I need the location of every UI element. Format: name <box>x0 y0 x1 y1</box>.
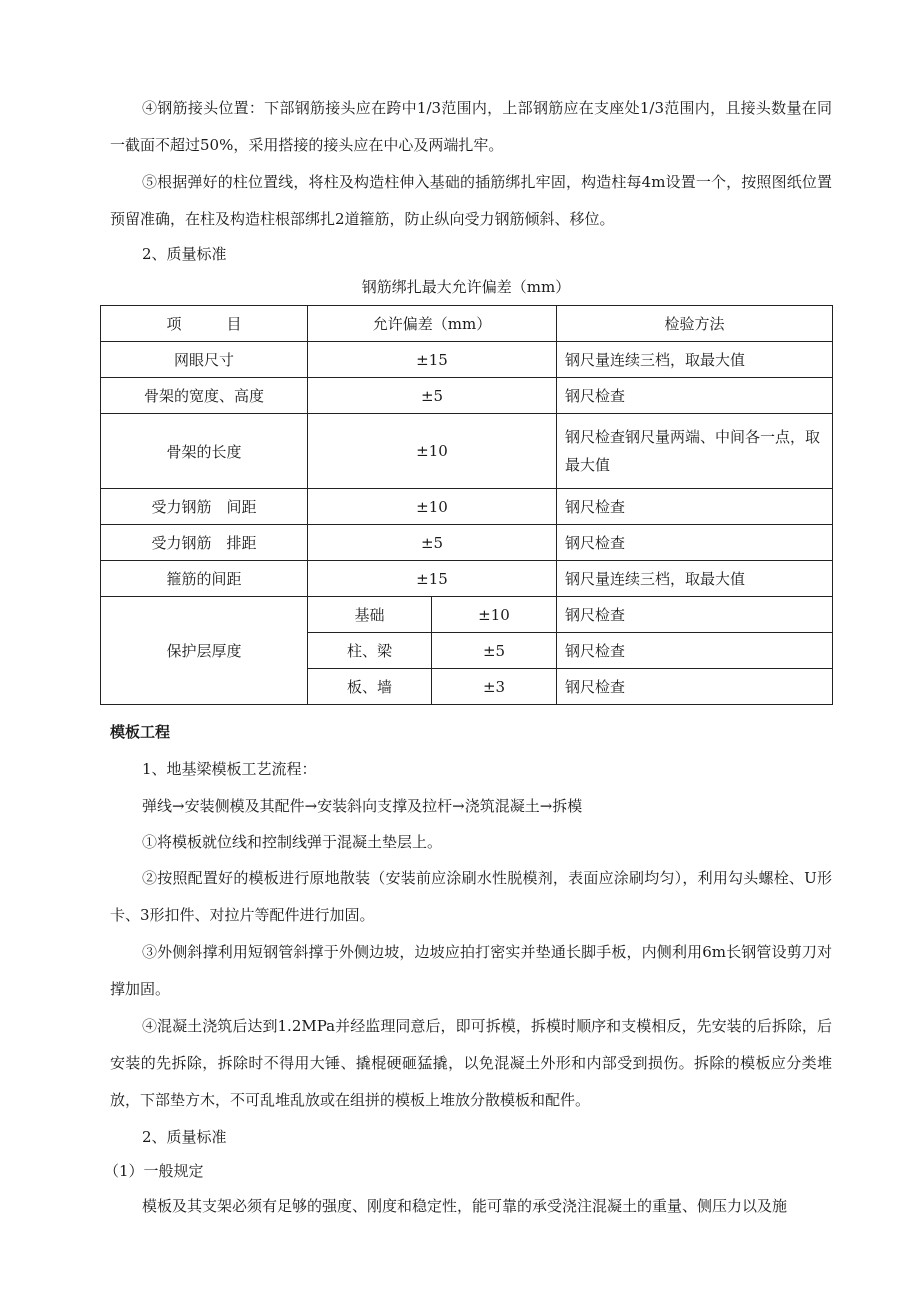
row-tolerance: ±15 <box>308 561 557 597</box>
row-item: 骨架的宽度、高度 <box>101 378 308 414</box>
table-row <box>101 414 833 489</box>
row-tolerance: ±10 <box>308 489 557 525</box>
formwork-flow: 弹线→安装侧模及其配件→安装斜向支撑及拉杆→浇筑混凝土→拆模 <box>142 797 583 815</box>
table-row <box>101 561 833 597</box>
cover-method: 钢尺检查 <box>557 669 833 705</box>
cover-part: 板、墙 <box>308 669 432 705</box>
row-tolerance: ±15 <box>308 342 557 378</box>
cover-tolerance: ±3 <box>432 669 557 705</box>
table-row <box>101 378 833 414</box>
cover-tolerance: ±5 <box>432 633 557 669</box>
row-item: 骨架的长度 <box>101 414 308 489</box>
header-item: 项 目 <box>101 306 308 342</box>
row-tolerance: ±5 <box>308 378 557 414</box>
formwork-general-text: 模板及其支架必须有足够的强度、刚度和稳定性，能可靠的承受浇注混凝土的重量、侧压力以及施 <box>142 1197 788 1215</box>
formwork-title: 模板工程 <box>110 723 171 741</box>
row-method: 钢尺检查钢尺量两端、中间各一点，取最大值 <box>557 414 833 489</box>
rebar-paragraph-5: ⑤根据弹好的柱位置线，将柱及构造柱伸入基础的插筋绑扎牢固，构造柱每4m设置一个，按照图纸位置预留准确，在柱及构造柱根部绑扎2道箍筋，防止纵向受力钢筋倾斜、移位。 <box>110 173 832 228</box>
table-row <box>101 489 833 525</box>
row-method: 钢尺量连续三档，取最大值 <box>557 561 833 597</box>
formwork-flow-heading: 1、地基梁模板工艺流程： <box>142 760 317 778</box>
row-method: 钢尺检查 <box>557 525 833 561</box>
row-tolerance: ±10 <box>308 414 557 489</box>
table-caption: 钢筋绑扎最大允许偏差（mm） <box>361 278 571 296</box>
formwork-step-3: ③外侧斜撑利用短钢管斜撑于外侧边坡，边坡应拍打密实并垫通长脚手板，内侧利用6m长钢管设剪刀对撑加固。 <box>110 943 832 998</box>
cover-tolerance: ±10 <box>432 597 557 633</box>
row-method: 钢尺检查 <box>557 489 833 525</box>
table-row <box>101 525 833 561</box>
cover-item: 保护层厚度 <box>101 597 308 705</box>
row-method: 钢尺检查 <box>557 378 833 414</box>
table-row <box>101 342 833 378</box>
formwork-step-2: ②按照配置好的模板进行原地散装（安装前应涂刷水性脱模剂，表面应涂刷均匀），利用勾头螺栓、U形卡、3形扣件、对拉片等配件进行加固。 <box>110 869 832 924</box>
rebar-quality-heading: 2、质量标准 <box>142 245 227 263</box>
header-tolerance: 允许偏差（mm） <box>308 306 557 342</box>
rebar-tolerance-table <box>100 305 833 705</box>
table-header-row <box>101 306 833 342</box>
cover-method: 钢尺检查 <box>557 633 833 669</box>
row-method: 钢尺量连续三档，取最大值 <box>557 342 833 378</box>
rebar-paragraph-4: ④钢筋接头位置：下部钢筋接头应在跨中1/3范围内，上部钢筋应在支座处1/3范围内，且接头数量在同一截面不超过50%，采用搭接的接头应在中心及两端扎牢。 <box>110 99 832 154</box>
formwork-general-heading: （1）一般规定 <box>104 1162 204 1180</box>
row-item: 受力钢筋 排距 <box>101 525 308 561</box>
formwork-step-1: ①将模板就位线和控制线弹于混凝土垫层上。 <box>142 833 443 851</box>
cover-part: 基础 <box>308 597 432 633</box>
header-method: 检验方法 <box>557 306 833 342</box>
cover-part: 柱、梁 <box>308 633 432 669</box>
table-row <box>101 597 833 633</box>
row-item: 箍筋的间距 <box>101 561 308 597</box>
cover-method: 钢尺检查 <box>557 597 833 633</box>
row-item: 网眼尺寸 <box>101 342 308 378</box>
formwork-quality-heading: 2、质量标准 <box>142 1128 227 1146</box>
row-item: 受力钢筋 间距 <box>101 489 308 525</box>
row-tolerance: ±5 <box>308 525 557 561</box>
formwork-step-4: ④混凝土浇筑后达到1.2MPa并经监理同意后，即可拆模，拆模时顺序和支模相反，先安装的后拆除，后安装的先拆除，拆除时不得用大锤、撬棍硬砸猛撬，以免混凝土外形和内部受到损伤。拆除的模板应分类堆放，下部垫方木，不可乱堆乱放或在组拼的模板上堆放分散模板和配件。 <box>110 1017 832 1109</box>
